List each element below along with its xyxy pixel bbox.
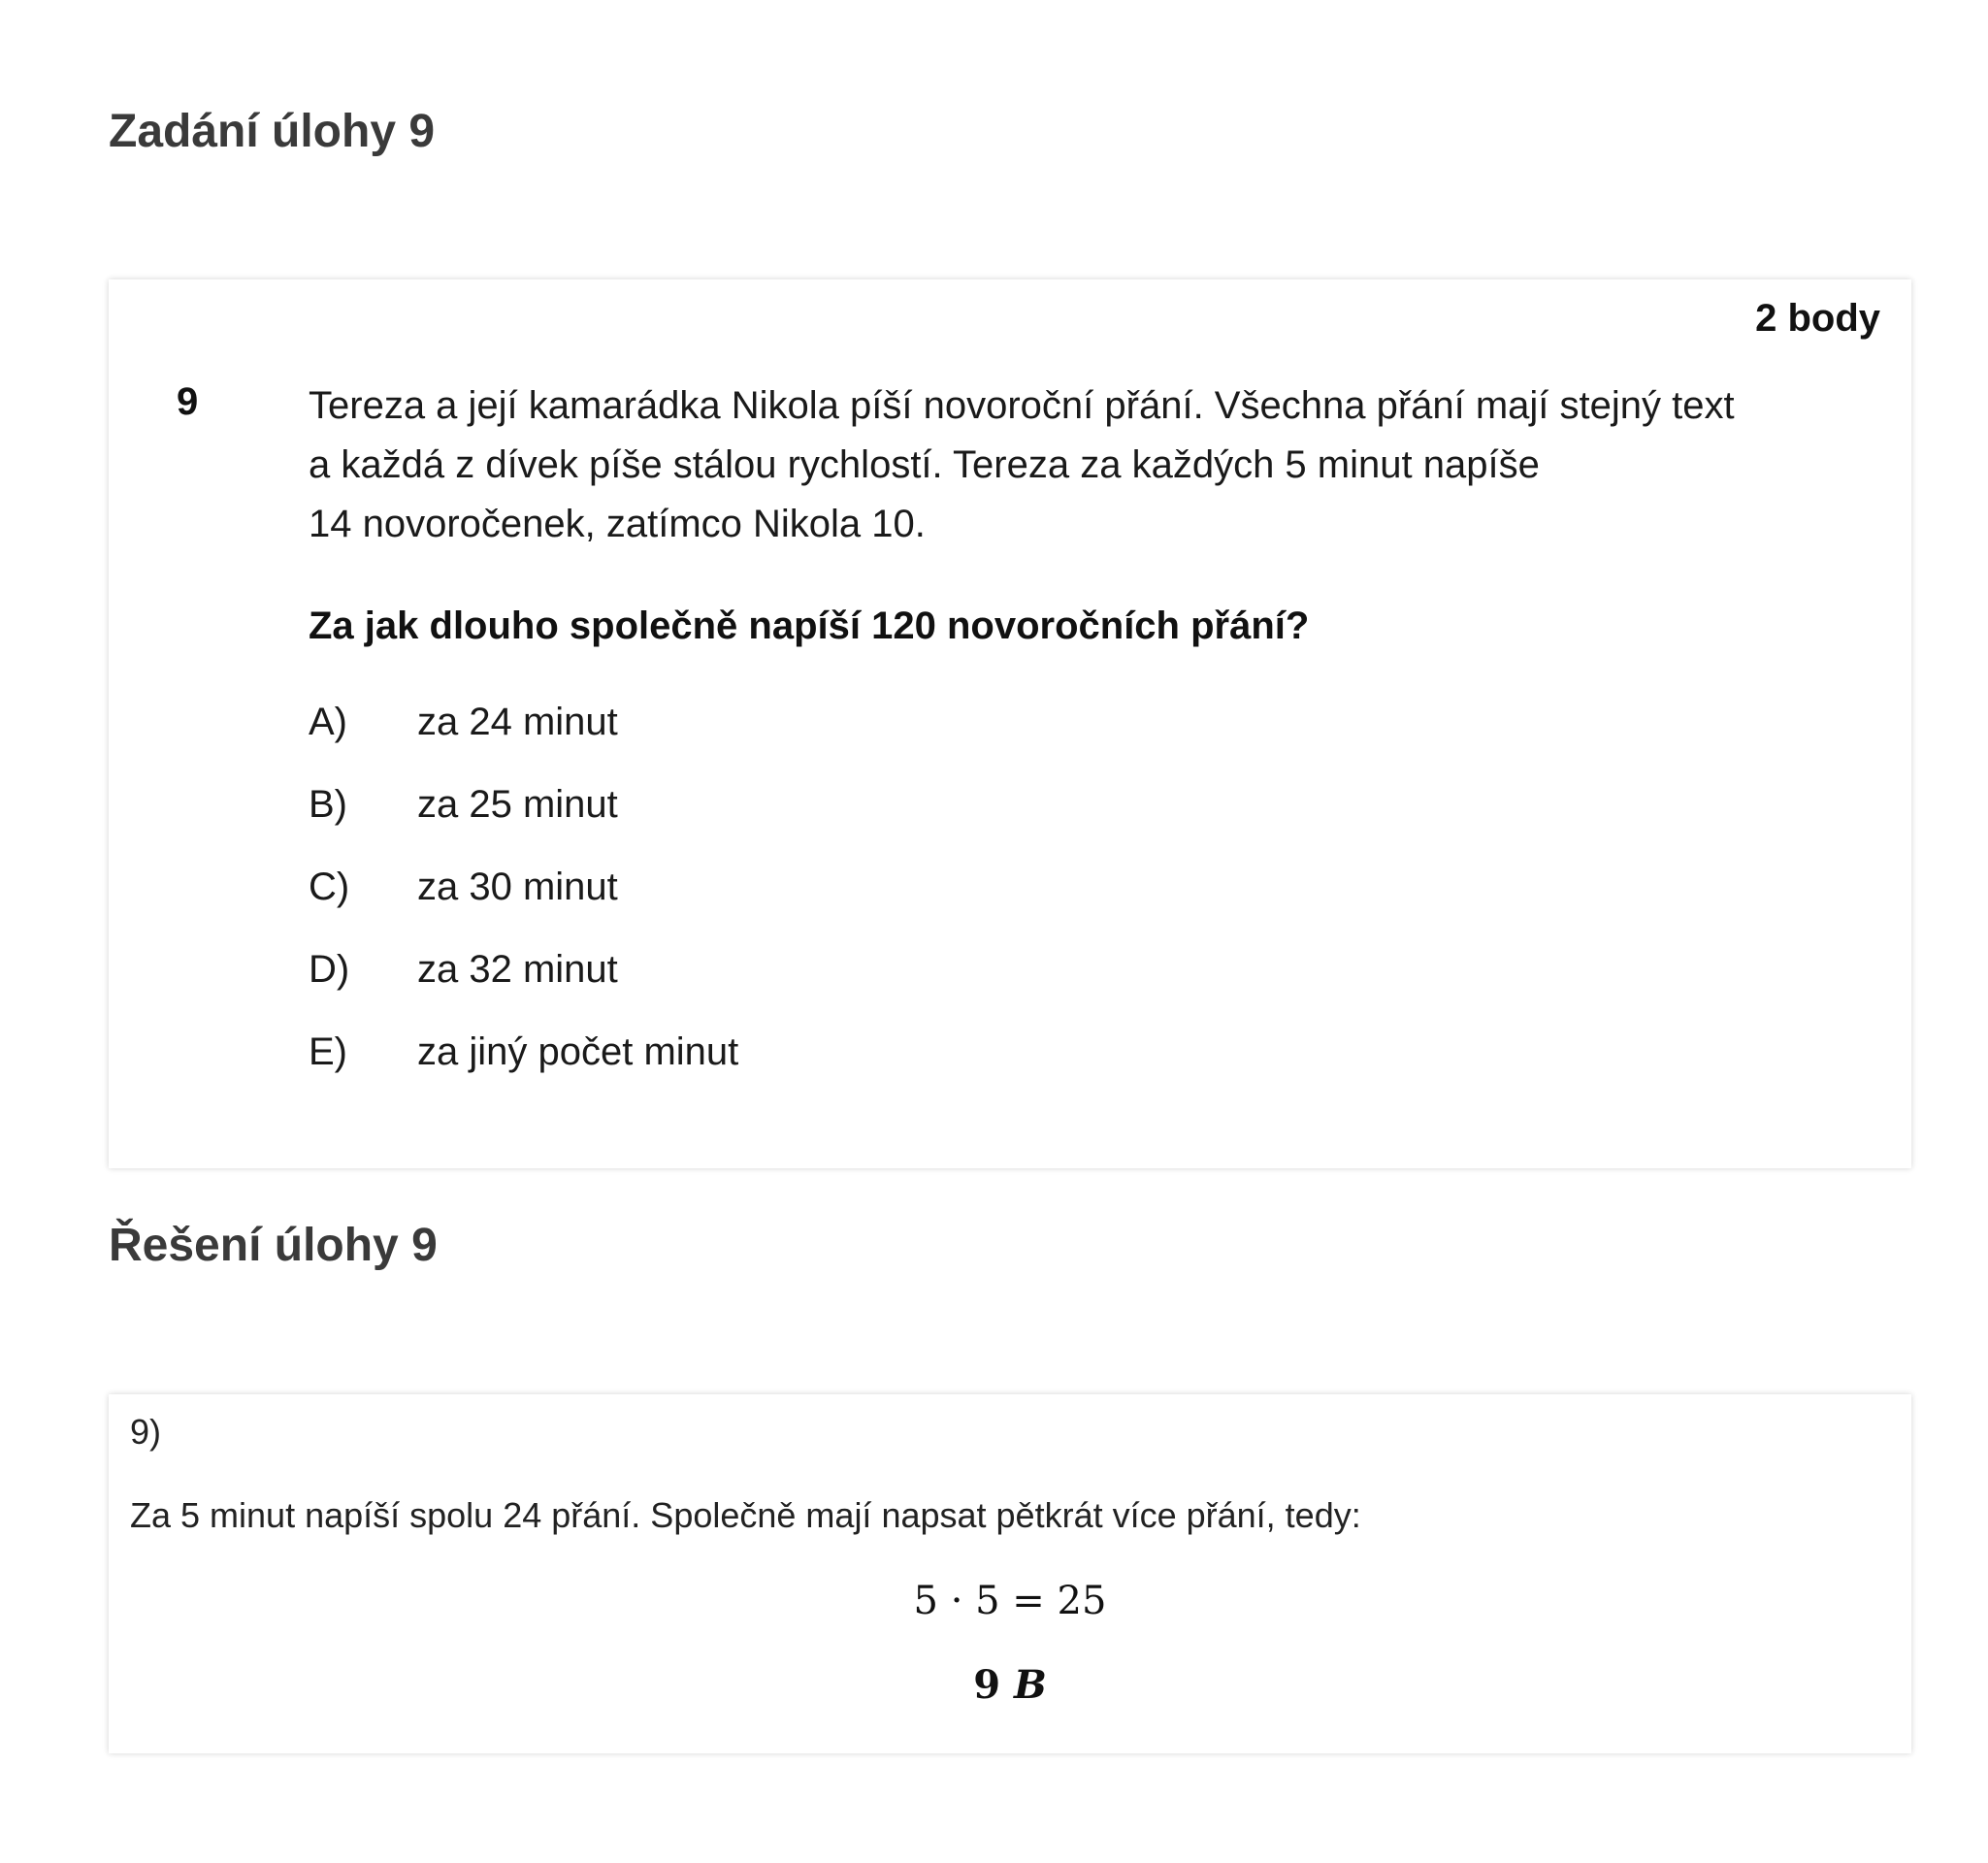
solution-answer <box>109 1662 1911 1708</box>
solution-card <box>109 1394 1911 1753</box>
option-b <box>309 783 738 866</box>
option-d <box>309 948 738 1030</box>
task-text-line: 14 novoročenek, zatímco Nikola 10. <box>309 503 926 545</box>
option-letter: A) <box>309 701 347 743</box>
option-letter: D) <box>309 948 350 991</box>
solution-equation: 5 · 5 = 25 <box>913 1579 1107 1623</box>
option-text: za jiný počet minut <box>417 1030 739 1073</box>
option-text: za 25 minut <box>417 783 618 826</box>
solution-heading: Řešení úlohy 9 <box>109 1220 438 1271</box>
option-text: za 30 minut <box>417 866 618 908</box>
option-e <box>309 1030 738 1113</box>
task-question: Za jak dlouho společně napíší 120 novoročních přání? <box>309 605 1310 647</box>
task-number: 9 <box>177 380 199 423</box>
option-a <box>309 701 738 783</box>
option-letter: B) <box>309 783 347 826</box>
option-text: za 32 minut <box>417 948 618 991</box>
solution-label: 9) <box>130 1412 162 1452</box>
option-letter: E) <box>309 1030 347 1073</box>
task-text-line: Tereza a její kamarádka Nikola píší novoroční přání. Všechna přání mají stejný text <box>309 384 1735 427</box>
solution-text: Za 5 minut napíší spolu 24 přání. Společně mají napsat pětkrát více přání, tedy: <box>130 1495 1361 1535</box>
task-text <box>309 376 1880 554</box>
points-label: 2 body <box>1755 297 1880 340</box>
task-card <box>109 279 1911 1168</box>
option-letter: C) <box>309 866 350 908</box>
answer-letter: B <box>1013 1662 1047 1708</box>
answer-number: 9 <box>973 1662 1001 1708</box>
task-text-line: a každá z dívek píše stálou rychlostí. Tereza za každých 5 minut napíše <box>309 443 1540 486</box>
option-c <box>309 866 738 948</box>
answer-options <box>309 701 738 1113</box>
task-heading: Zadání úlohy 9 <box>109 106 436 157</box>
option-text: za 24 minut <box>417 701 618 743</box>
